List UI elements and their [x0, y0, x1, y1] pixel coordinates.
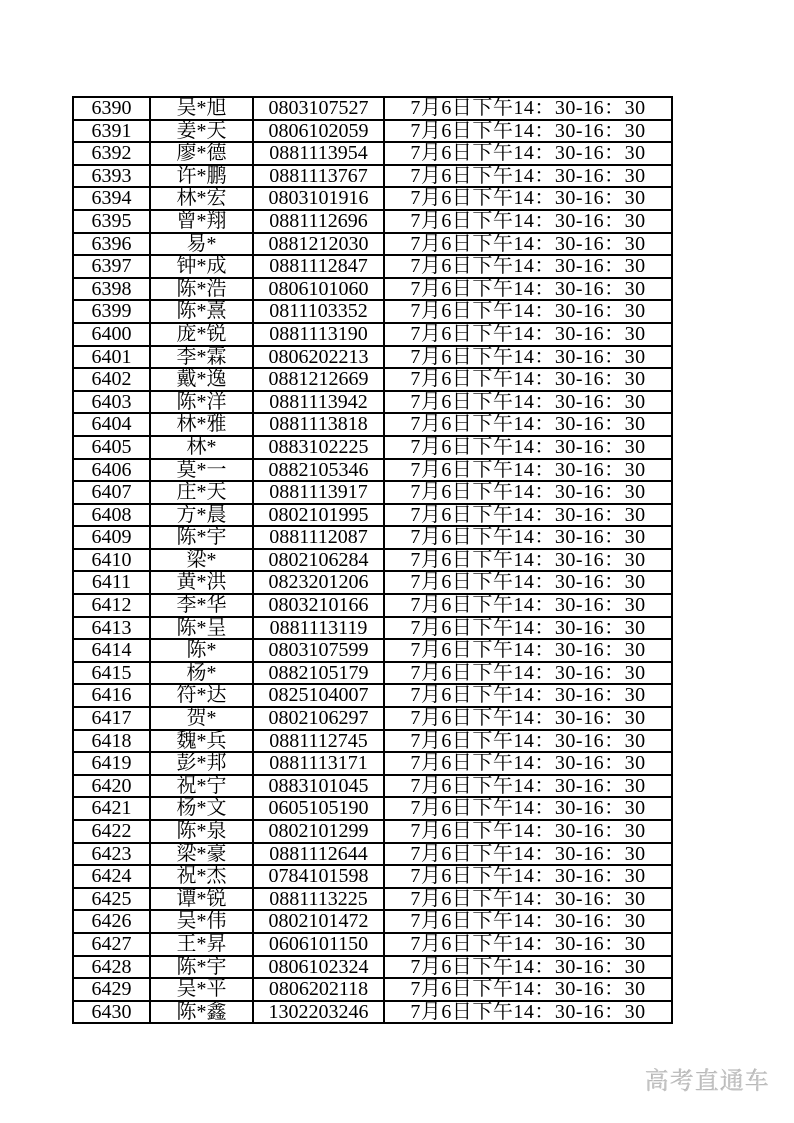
cell-exam-session: 7月6日下午14：30-16：30	[384, 255, 672, 278]
cell-serial-number: 6419	[73, 752, 150, 775]
table-row	[73, 956, 672, 979]
cell-serial-number: 6396	[73, 233, 150, 256]
table-row	[73, 459, 672, 482]
cell-exam-session: 7月6日下午14：30-16：30	[384, 323, 672, 346]
cell-exam-session: 7月6日下午14：30-16：30	[384, 526, 672, 549]
cell-exam-session: 7月6日下午14：30-16：30	[384, 933, 672, 956]
cell-serial-number: 6413	[73, 617, 150, 640]
cell-admission-number: 0802101472	[253, 910, 384, 933]
cell-admission-number: 0881112847	[253, 255, 384, 278]
cell-exam-session: 7月6日下午14：30-16：30	[384, 481, 672, 504]
cell-exam-session: 7月6日下午14：30-16：30	[384, 820, 672, 843]
cell-exam-session: 7月6日下午14：30-16：30	[384, 346, 672, 369]
cell-admission-number: 0881113942	[253, 391, 384, 414]
cell-admission-number: 0802101299	[253, 820, 384, 843]
cell-admission-number: 0881113190	[253, 323, 384, 346]
cell-admission-number: 0881112696	[253, 210, 384, 233]
cell-serial-number: 6390	[73, 97, 150, 120]
cell-exam-session: 7月6日下午14：30-16：30	[384, 594, 672, 617]
cell-candidate-name: 吴*伟	[150, 910, 253, 933]
table-row	[73, 255, 672, 278]
cell-serial-number: 6402	[73, 368, 150, 391]
cell-exam-session: 7月6日下午14：30-16：30	[384, 843, 672, 866]
table-row	[73, 526, 672, 549]
cell-admission-number: 0881113954	[253, 142, 384, 165]
cell-serial-number: 6412	[73, 594, 150, 617]
cell-candidate-name: 杨*文	[150, 797, 253, 820]
cell-candidate-name: 戴*逸	[150, 368, 253, 391]
table-row	[73, 368, 672, 391]
table-row	[73, 820, 672, 843]
cell-exam-session: 7月6日下午14：30-16：30	[384, 165, 672, 188]
cell-candidate-name: 吴*平	[150, 978, 253, 1001]
cell-serial-number: 6401	[73, 346, 150, 369]
cell-candidate-name: 梁*豪	[150, 843, 253, 866]
cell-serial-number: 6426	[73, 910, 150, 933]
cell-serial-number: 6392	[73, 142, 150, 165]
cell-serial-number: 6425	[73, 888, 150, 911]
table-row	[73, 391, 672, 414]
table-row	[73, 300, 672, 323]
cell-serial-number: 6411	[73, 571, 150, 594]
cell-serial-number: 6424	[73, 865, 150, 888]
cell-candidate-name: 祝*宁	[150, 775, 253, 798]
cell-admission-number: 0803107527	[253, 97, 384, 120]
cell-admission-number: 0881212030	[253, 233, 384, 256]
cell-serial-number: 6393	[73, 165, 150, 188]
cell-serial-number: 6407	[73, 481, 150, 504]
cell-serial-number: 6405	[73, 436, 150, 459]
cell-candidate-name: 陈*	[150, 639, 253, 662]
cell-admission-number: 0881212669	[253, 368, 384, 391]
cell-admission-number: 0882105346	[253, 459, 384, 482]
cell-exam-session: 7月6日下午14：30-16：30	[384, 978, 672, 1001]
cell-serial-number: 6404	[73, 413, 150, 436]
cell-candidate-name: 莫*一	[150, 459, 253, 482]
cell-admission-number: 0881112087	[253, 526, 384, 549]
cell-candidate-name: 彭*邦	[150, 752, 253, 775]
cell-serial-number: 6408	[73, 504, 150, 527]
cell-serial-number: 6400	[73, 323, 150, 346]
cell-exam-session: 7月6日下午14：30-16：30	[384, 684, 672, 707]
cell-exam-session: 7月6日下午14：30-16：30	[384, 956, 672, 979]
table-row	[73, 97, 672, 120]
table-row	[73, 639, 672, 662]
cell-admission-number: 0806102324	[253, 956, 384, 979]
cell-exam-session: 7月6日下午14：30-16：30	[384, 187, 672, 210]
cell-serial-number: 6421	[73, 797, 150, 820]
cell-serial-number: 6417	[73, 707, 150, 730]
cell-admission-number: 0883102225	[253, 436, 384, 459]
cell-admission-number: 0806202213	[253, 346, 384, 369]
cell-exam-session: 7月6日下午14：30-16：30	[384, 865, 672, 888]
cell-exam-session: 7月6日下午14：30-16：30	[384, 142, 672, 165]
cell-admission-number: 0881113171	[253, 752, 384, 775]
table-row	[73, 549, 672, 572]
cell-serial-number: 6414	[73, 639, 150, 662]
cell-candidate-name: 陈*宇	[150, 956, 253, 979]
cell-exam-session: 7月6日下午14：30-16：30	[384, 752, 672, 775]
cell-exam-session: 7月6日下午14：30-16：30	[384, 797, 672, 820]
cell-serial-number: 6420	[73, 775, 150, 798]
table-row	[73, 165, 672, 188]
cell-candidate-name: 方*晨	[150, 504, 253, 527]
cell-exam-session: 7月6日下午14：30-16：30	[384, 233, 672, 256]
cell-admission-number: 0806102059	[253, 120, 384, 143]
table-row	[73, 120, 672, 143]
cell-candidate-name: 陈*泉	[150, 820, 253, 843]
cell-candidate-name: 王*昇	[150, 933, 253, 956]
cell-admission-number: 0881113225	[253, 888, 384, 911]
cell-candidate-name: 符*达	[150, 684, 253, 707]
cell-candidate-name: 庞*锐	[150, 323, 253, 346]
cell-serial-number: 6403	[73, 391, 150, 414]
cell-serial-number: 6418	[73, 730, 150, 753]
cell-serial-number: 6399	[73, 300, 150, 323]
cell-serial-number: 6422	[73, 820, 150, 843]
cell-exam-session: 7月6日下午14：30-16：30	[384, 549, 672, 572]
table-row	[73, 888, 672, 911]
cell-admission-number: 0881113917	[253, 481, 384, 504]
cell-candidate-name: 钟*成	[150, 255, 253, 278]
table-row	[73, 233, 672, 256]
cell-exam-session: 7月6日下午14：30-16：30	[384, 662, 672, 685]
cell-serial-number: 6415	[73, 662, 150, 685]
table-row	[73, 346, 672, 369]
cell-admission-number: 0881112745	[253, 730, 384, 753]
cell-candidate-name: 陈*鑫	[150, 1001, 253, 1024]
cell-candidate-name: 陈*宇	[150, 526, 253, 549]
cell-exam-session: 7月6日下午14：30-16：30	[384, 459, 672, 482]
cell-exam-session: 7月6日下午14：30-16：30	[384, 436, 672, 459]
cell-candidate-name: 陈*熹	[150, 300, 253, 323]
cell-candidate-name: 贺*	[150, 707, 253, 730]
cell-admission-number: 0803101916	[253, 187, 384, 210]
cell-serial-number: 6429	[73, 978, 150, 1001]
cell-admission-number: 0881113818	[253, 413, 384, 436]
table-row	[73, 594, 672, 617]
cell-serial-number: 6406	[73, 459, 150, 482]
cell-admission-number: 0823201206	[253, 571, 384, 594]
cell-candidate-name: 李*霖	[150, 346, 253, 369]
cell-candidate-name: 李*华	[150, 594, 253, 617]
cell-candidate-name: 陈*洋	[150, 391, 253, 414]
cell-candidate-name: 庄*天	[150, 481, 253, 504]
cell-admission-number: 0883101045	[253, 775, 384, 798]
table-row	[73, 323, 672, 346]
cell-exam-session: 7月6日下午14：30-16：30	[384, 775, 672, 798]
table-body	[73, 97, 672, 1023]
cell-exam-session: 7月6日下午14：30-16：30	[384, 120, 672, 143]
cell-exam-session: 7月6日下午14：30-16：30	[384, 300, 672, 323]
cell-candidate-name: 杨*	[150, 662, 253, 685]
cell-candidate-name: 陈*呈	[150, 617, 253, 640]
cell-exam-session: 7月6日下午14：30-16：30	[384, 639, 672, 662]
cell-candidate-name: 林*	[150, 436, 253, 459]
cell-candidate-name: 吴*旭	[150, 97, 253, 120]
table-row	[73, 730, 672, 753]
table-row	[73, 413, 672, 436]
cell-candidate-name: 魏*兵	[150, 730, 253, 753]
cell-serial-number: 6398	[73, 278, 150, 301]
table-row	[73, 910, 672, 933]
cell-exam-session: 7月6日下午14：30-16：30	[384, 504, 672, 527]
cell-exam-session: 7月6日下午14：30-16：30	[384, 1001, 672, 1024]
cell-admission-number: 0802101995	[253, 504, 384, 527]
table-row	[73, 978, 672, 1001]
cell-candidate-name: 林*雅	[150, 413, 253, 436]
cell-admission-number: 1302203246	[253, 1001, 384, 1024]
cell-exam-session: 7月6日下午14：30-16：30	[384, 571, 672, 594]
cell-exam-session: 7月6日下午14：30-16：30	[384, 97, 672, 120]
cell-serial-number: 6409	[73, 526, 150, 549]
cell-exam-session: 7月6日下午14：30-16：30	[384, 391, 672, 414]
cell-admission-number: 0881113767	[253, 165, 384, 188]
cell-admission-number: 0803210166	[253, 594, 384, 617]
table-row	[73, 210, 672, 233]
cell-candidate-name: 谭*锐	[150, 888, 253, 911]
table-row	[73, 933, 672, 956]
cell-candidate-name: 梁*	[150, 549, 253, 572]
cell-exam-session: 7月6日下午14：30-16：30	[384, 707, 672, 730]
table-row	[73, 662, 672, 685]
table-row	[73, 865, 672, 888]
table-row	[73, 843, 672, 866]
cell-exam-session: 7月6日下午14：30-16：30	[384, 617, 672, 640]
cell-candidate-name: 易*	[150, 233, 253, 256]
cell-serial-number: 6427	[73, 933, 150, 956]
cell-admission-number: 0802106284	[253, 549, 384, 572]
table-row	[73, 684, 672, 707]
cell-admission-number: 0811103352	[253, 300, 384, 323]
cell-admission-number: 0825104007	[253, 684, 384, 707]
cell-candidate-name: 曾*翔	[150, 210, 253, 233]
table-row	[73, 707, 672, 730]
cell-serial-number: 6397	[73, 255, 150, 278]
table-row	[73, 278, 672, 301]
table-row	[73, 436, 672, 459]
cell-admission-number: 0806202118	[253, 978, 384, 1001]
exam-schedule-table	[72, 96, 673, 1024]
table-row	[73, 775, 672, 798]
cell-candidate-name: 廖*德	[150, 142, 253, 165]
cell-candidate-name: 祝*杰	[150, 865, 253, 888]
table-row	[73, 617, 672, 640]
cell-candidate-name: 林*宏	[150, 187, 253, 210]
cell-admission-number: 0806101060	[253, 278, 384, 301]
cell-serial-number: 6395	[73, 210, 150, 233]
table-row	[73, 142, 672, 165]
cell-serial-number: 6410	[73, 549, 150, 572]
cell-candidate-name: 黄*洪	[150, 571, 253, 594]
cell-serial-number: 6430	[73, 1001, 150, 1024]
cell-admission-number: 0606101150	[253, 933, 384, 956]
table-row	[73, 187, 672, 210]
table-row	[73, 481, 672, 504]
cell-serial-number: 6428	[73, 956, 150, 979]
cell-admission-number: 0881113119	[253, 617, 384, 640]
cell-admission-number: 0803107599	[253, 639, 384, 662]
cell-candidate-name: 陈*浩	[150, 278, 253, 301]
cell-serial-number: 6416	[73, 684, 150, 707]
cell-exam-session: 7月6日下午14：30-16：30	[384, 210, 672, 233]
cell-admission-number: 0882105179	[253, 662, 384, 685]
watermark-gaokao-zhitongche: 高考直通车	[645, 1068, 770, 1095]
table-row	[73, 797, 672, 820]
cell-admission-number: 0784101598	[253, 865, 384, 888]
cell-exam-session: 7月6日下午14：30-16：30	[384, 368, 672, 391]
cell-admission-number: 0881112644	[253, 843, 384, 866]
cell-admission-number: 0802106297	[253, 707, 384, 730]
cell-candidate-name: 许*鹏	[150, 165, 253, 188]
cell-exam-session: 7月6日下午14：30-16：30	[384, 730, 672, 753]
cell-serial-number: 6423	[73, 843, 150, 866]
table-row	[73, 571, 672, 594]
cell-exam-session: 7月6日下午14：30-16：30	[384, 888, 672, 911]
cell-candidate-name: 姜*天	[150, 120, 253, 143]
table-row	[73, 1001, 672, 1024]
table-row	[73, 504, 672, 527]
cell-admission-number: 0605105190	[253, 797, 384, 820]
cell-exam-session: 7月6日下午14：30-16：30	[384, 413, 672, 436]
cell-serial-number: 6391	[73, 120, 150, 143]
cell-exam-session: 7月6日下午14：30-16：30	[384, 910, 672, 933]
cell-serial-number: 6394	[73, 187, 150, 210]
table-row	[73, 752, 672, 775]
cell-exam-session: 7月6日下午14：30-16：30	[384, 278, 672, 301]
